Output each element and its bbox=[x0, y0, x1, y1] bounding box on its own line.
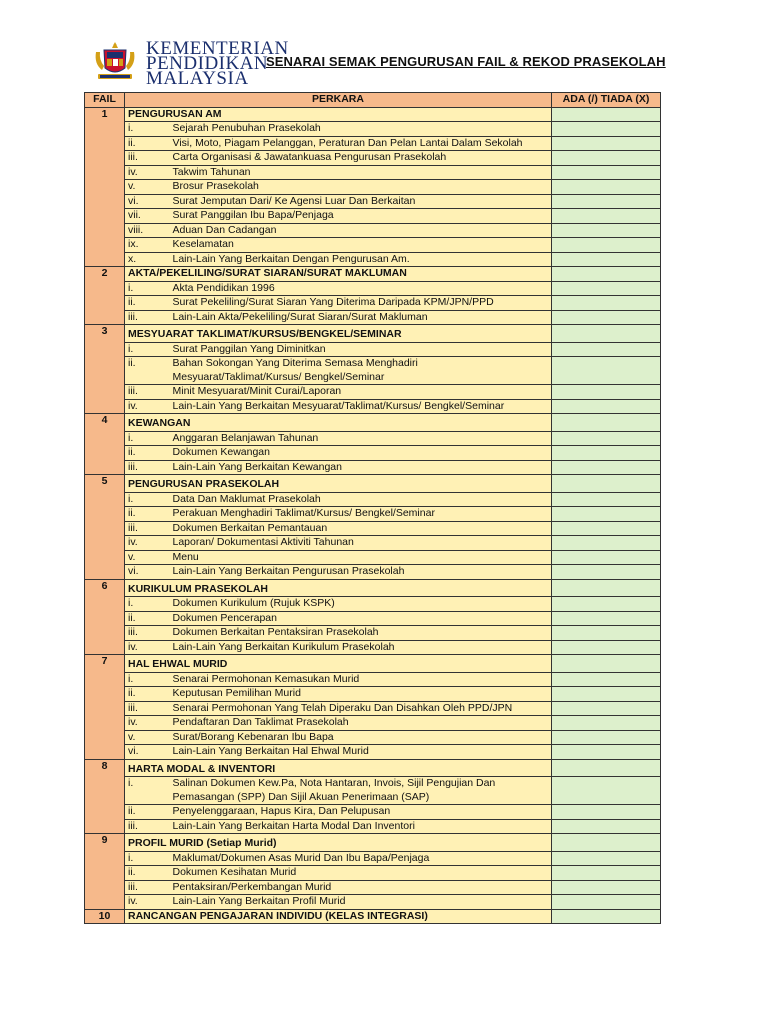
status-cell[interactable] bbox=[552, 399, 661, 414]
item-row bbox=[85, 880, 661, 895]
item-number: viii. bbox=[125, 223, 170, 238]
item-number: ii. bbox=[125, 687, 170, 702]
item-row bbox=[85, 296, 661, 311]
section-row bbox=[85, 909, 661, 924]
item-row bbox=[85, 136, 661, 151]
item-row bbox=[85, 209, 661, 224]
status-cell[interactable] bbox=[552, 611, 661, 626]
status-cell[interactable] bbox=[552, 819, 661, 834]
item-row bbox=[85, 180, 661, 195]
item-row bbox=[85, 194, 661, 209]
item-text: Keputusan Pemilihan Murid bbox=[170, 687, 552, 702]
status-cell[interactable] bbox=[552, 655, 661, 673]
section-row bbox=[85, 325, 661, 343]
item-number: ii. bbox=[125, 805, 170, 820]
item-text: Lain-Lain Akta/Pekeliling/Surat Siaran/Surat Makluman bbox=[170, 310, 552, 325]
item-text: Takwim Tahunan bbox=[170, 165, 552, 180]
item-text: Dokumen Kewangan bbox=[170, 446, 552, 461]
item-row bbox=[85, 550, 661, 565]
item-number: iii. bbox=[125, 626, 170, 641]
status-cell[interactable] bbox=[552, 252, 661, 267]
item-text: Dokumen Pencerapan bbox=[170, 611, 552, 626]
item-text: Salinan Dokumen Kew.Pa, Nota Hantaran, Invois, Sijil Pengujian Dan Pemasangan (SPP) Dan Sijil Akuan Penerimaan (SAP) bbox=[170, 777, 552, 805]
item-row bbox=[85, 431, 661, 446]
item-number: v. bbox=[125, 550, 170, 565]
item-number: ii. bbox=[125, 446, 170, 461]
status-cell[interactable] bbox=[552, 296, 661, 311]
section-row bbox=[85, 267, 661, 282]
checklist-table bbox=[84, 92, 661, 924]
status-cell[interactable] bbox=[552, 834, 661, 852]
item-number: iv. bbox=[125, 399, 170, 414]
item-text: Keselamatan bbox=[170, 238, 552, 253]
item-row bbox=[85, 851, 661, 866]
status-cell[interactable] bbox=[552, 223, 661, 238]
fail-number: 6 bbox=[85, 579, 125, 655]
item-text: Surat Jemputan Dari/ Ke Agensi Luar Dan Berkaitan bbox=[170, 194, 552, 209]
item-text: Brosur Prasekolah bbox=[170, 180, 552, 195]
status-cell[interactable] bbox=[552, 597, 661, 612]
item-row bbox=[85, 895, 661, 910]
status-cell[interactable] bbox=[552, 194, 661, 209]
item-row bbox=[85, 521, 661, 536]
status-cell[interactable] bbox=[552, 492, 661, 507]
item-row bbox=[85, 492, 661, 507]
section-title: PENGURUSAN PRASEKOLAH bbox=[125, 475, 552, 493]
item-number: ii. bbox=[125, 136, 170, 151]
status-cell[interactable] bbox=[552, 640, 661, 655]
item-row bbox=[85, 342, 661, 357]
fail-number: 4 bbox=[85, 414, 125, 475]
status-cell[interactable] bbox=[552, 579, 661, 597]
status-cell[interactable] bbox=[552, 475, 661, 493]
item-number: i. bbox=[125, 342, 170, 357]
item-row bbox=[85, 716, 661, 731]
item-text: Senarai Permohonan Yang Telah Diperaku Dan Disahkan Oleh PPD/JPN bbox=[170, 701, 552, 716]
section-row bbox=[85, 475, 661, 493]
status-cell[interactable] bbox=[552, 414, 661, 432]
table-header-row bbox=[85, 93, 661, 108]
status-cell[interactable] bbox=[552, 909, 661, 924]
item-row bbox=[85, 640, 661, 655]
item-text: Lain-Lain Yang Berkaitan Profil Murid bbox=[170, 895, 552, 910]
item-number: i. bbox=[125, 492, 170, 507]
item-row bbox=[85, 252, 661, 267]
item-row bbox=[85, 687, 661, 702]
status-cell[interactable] bbox=[552, 745, 661, 760]
item-row bbox=[85, 357, 661, 385]
ministry-line-3: MALAYSIA bbox=[146, 68, 249, 89]
status-cell[interactable] bbox=[552, 701, 661, 716]
section-title: RANCANGAN PENGAJARAN INDIVIDU (KELAS INTEGRASI) bbox=[125, 909, 552, 924]
item-text: Perakuan Menghadiri Taklimat/Kursus/ Bengkel/Seminar bbox=[170, 507, 552, 522]
item-number: iv. bbox=[125, 165, 170, 180]
status-cell[interactable] bbox=[552, 460, 661, 475]
item-text: Lain-Lain Yang Berkaitan Kurikulum Prasekolah bbox=[170, 640, 552, 655]
item-text: Dokumen Berkaitan Pentaksiran Prasekolah bbox=[170, 626, 552, 641]
item-row bbox=[85, 745, 661, 760]
item-number: ii. bbox=[125, 507, 170, 522]
status-cell[interactable] bbox=[552, 672, 661, 687]
document-header bbox=[90, 40, 670, 88]
item-number: i. bbox=[125, 281, 170, 296]
item-number: iii. bbox=[125, 385, 170, 400]
item-number: iii. bbox=[125, 151, 170, 166]
item-number: iv. bbox=[125, 716, 170, 731]
item-row bbox=[85, 165, 661, 180]
item-text: Lain-Lain Yang Berkaitan Pengurusan Prasekolah bbox=[170, 565, 552, 580]
item-text: Surat Panggilan Yang Diminitkan bbox=[170, 342, 552, 357]
section-title: HAL EHWAL MURID bbox=[125, 655, 552, 673]
status-cell[interactable] bbox=[552, 267, 661, 282]
item-text: Maklumat/Dokumen Asas Murid Dan Ibu Bapa/Penjaga bbox=[170, 851, 552, 866]
status-cell[interactable] bbox=[552, 107, 661, 122]
item-number: vi. bbox=[125, 745, 170, 760]
item-number: iii. bbox=[125, 310, 170, 325]
section-title: MESYUARAT TAKLIMAT/KURSUS/BENGKEL/SEMINAR bbox=[125, 325, 552, 343]
status-cell[interactable] bbox=[552, 122, 661, 137]
item-row bbox=[85, 611, 661, 626]
fail-number: 3 bbox=[85, 325, 125, 414]
section-title: KURIKULUM PRASEKOLAH bbox=[125, 579, 552, 597]
status-cell[interactable] bbox=[552, 136, 661, 151]
item-text: Laporan/ Dokumentasi Aktiviti Tahunan bbox=[170, 536, 552, 551]
item-number: iii. bbox=[125, 701, 170, 716]
item-text: Minit Mesyuarat/Minit Curai/Laporan bbox=[170, 385, 552, 400]
item-text: Dokumen Kurikulum (Rujuk KSPK) bbox=[170, 597, 552, 612]
item-row bbox=[85, 701, 661, 716]
ministry-line-1: KEMENTERIAN bbox=[146, 38, 289, 59]
fail-number: 1 bbox=[85, 107, 125, 267]
item-row bbox=[85, 777, 661, 805]
fail-number: 8 bbox=[85, 759, 125, 834]
item-number: ii. bbox=[125, 296, 170, 311]
item-text: Lain-Lain Yang Berkaitan Mesyuarat/Taklimat/Kursus/ Bengkel/Seminar bbox=[170, 399, 552, 414]
fail-number: 7 bbox=[85, 655, 125, 760]
status-cell[interactable] bbox=[552, 165, 661, 180]
status-cell[interactable] bbox=[552, 687, 661, 702]
status-cell[interactable] bbox=[552, 626, 661, 641]
item-row bbox=[85, 151, 661, 166]
item-text: Dokumen Kesihatan Murid bbox=[170, 866, 552, 881]
item-row bbox=[85, 281, 661, 296]
item-row bbox=[85, 805, 661, 820]
status-cell[interactable] bbox=[552, 536, 661, 551]
section-row bbox=[85, 759, 661, 777]
status-cell[interactable] bbox=[552, 521, 661, 536]
item-text: Akta Pendidikan 1996 bbox=[170, 281, 552, 296]
item-row bbox=[85, 626, 661, 641]
item-text: Bahan Sokongan Yang Diterima Semasa Menghadiri Mesyuarat/Taklimat/Kursus/ Bengkel/Seminar bbox=[170, 357, 552, 385]
item-text: Data Dan Maklumat Prasekolah bbox=[170, 492, 552, 507]
section-title: PENGURUSAN AM bbox=[125, 107, 552, 122]
item-number: i. bbox=[125, 122, 170, 137]
status-cell[interactable] bbox=[552, 446, 661, 461]
section-title: KEWANGAN bbox=[125, 414, 552, 432]
item-row bbox=[85, 672, 661, 687]
item-text: Menu bbox=[170, 550, 552, 565]
item-number: i. bbox=[125, 597, 170, 612]
item-text: Penyelenggaraan, Hapus Kira, Dan Pelupusan bbox=[170, 805, 552, 820]
status-cell[interactable] bbox=[552, 180, 661, 195]
item-text: Sejarah Penubuhan Prasekolah bbox=[170, 122, 552, 137]
section-row bbox=[85, 579, 661, 597]
status-cell[interactable] bbox=[552, 357, 661, 385]
item-text: Surat/Borang Kebenaran Ibu Bapa bbox=[170, 730, 552, 745]
item-number: vi. bbox=[125, 565, 170, 580]
header-status: ADA (/) TIADA (X) bbox=[552, 93, 661, 108]
item-row bbox=[85, 399, 661, 414]
item-text: Surat Panggilan Ibu Bapa/Penjaga bbox=[170, 209, 552, 224]
item-row bbox=[85, 460, 661, 475]
status-cell[interactable] bbox=[552, 759, 661, 777]
item-row bbox=[85, 238, 661, 253]
item-number: iii. bbox=[125, 521, 170, 536]
status-cell[interactable] bbox=[552, 431, 661, 446]
item-row bbox=[85, 385, 661, 400]
item-text: Anggaran Belanjawan Tahunan bbox=[170, 431, 552, 446]
section-row bbox=[85, 834, 661, 852]
status-cell[interactable] bbox=[552, 895, 661, 910]
item-text: Lain-Lain Yang Berkaitan Dengan Pengurusan Am. bbox=[170, 252, 552, 267]
item-number: vii. bbox=[125, 209, 170, 224]
item-text: Dokumen Berkaitan Pemantauan bbox=[170, 521, 552, 536]
status-cell[interactable] bbox=[552, 866, 661, 881]
status-cell[interactable] bbox=[552, 342, 661, 357]
status-cell[interactable] bbox=[552, 310, 661, 325]
item-number: ii. bbox=[125, 866, 170, 881]
status-cell[interactable] bbox=[552, 151, 661, 166]
item-number: iv. bbox=[125, 640, 170, 655]
section-title: PROFIL MURID (Setiap Murid) bbox=[125, 834, 552, 852]
item-row bbox=[85, 122, 661, 137]
status-cell[interactable] bbox=[552, 385, 661, 400]
fail-number: 2 bbox=[85, 267, 125, 325]
document-title: SENARAI SEMAK PENGURUSAN FAIL & REKOD PRASEKOLAH bbox=[266, 54, 666, 69]
item-number: iii. bbox=[125, 880, 170, 895]
fail-number: 9 bbox=[85, 834, 125, 910]
status-cell[interactable] bbox=[552, 730, 661, 745]
item-row bbox=[85, 730, 661, 745]
item-number: ii. bbox=[125, 357, 170, 385]
status-cell[interactable] bbox=[552, 238, 661, 253]
section-row bbox=[85, 414, 661, 432]
item-text: Pendaftaran Dan Taklimat Prasekolah bbox=[170, 716, 552, 731]
item-row bbox=[85, 819, 661, 834]
item-row bbox=[85, 446, 661, 461]
item-row bbox=[85, 507, 661, 522]
item-number: v. bbox=[125, 730, 170, 745]
item-row bbox=[85, 310, 661, 325]
section-title: HARTA MODAL & INVENTORI bbox=[125, 759, 552, 777]
status-cell[interactable] bbox=[552, 565, 661, 580]
item-text: Lain-Lain Yang Berkaitan Hal Ehwal Murid bbox=[170, 745, 552, 760]
item-number: vi. bbox=[125, 194, 170, 209]
item-text: Pentaksiran/Perkembangan Murid bbox=[170, 880, 552, 895]
item-number: iv. bbox=[125, 536, 170, 551]
item-number: v. bbox=[125, 180, 170, 195]
item-row bbox=[85, 565, 661, 580]
status-cell[interactable] bbox=[552, 851, 661, 866]
item-number: ix. bbox=[125, 238, 170, 253]
item-number: iii. bbox=[125, 460, 170, 475]
item-text: Aduan Dan Cadangan bbox=[170, 223, 552, 238]
item-number: i. bbox=[125, 672, 170, 687]
item-text: Surat Pekeliling/Surat Siaran Yang Diterima Daripada KPM/JPN/PPD bbox=[170, 296, 552, 311]
item-row bbox=[85, 223, 661, 238]
item-row bbox=[85, 536, 661, 551]
section-row bbox=[85, 107, 661, 122]
section-row bbox=[85, 655, 661, 673]
status-cell[interactable] bbox=[552, 777, 661, 805]
status-cell[interactable] bbox=[552, 880, 661, 895]
item-number: i. bbox=[125, 777, 170, 805]
status-cell[interactable] bbox=[552, 716, 661, 731]
item-row bbox=[85, 866, 661, 881]
header-fail: FAIL bbox=[85, 93, 125, 108]
status-cell[interactable] bbox=[552, 550, 661, 565]
status-cell[interactable] bbox=[552, 281, 661, 296]
item-number: x. bbox=[125, 252, 170, 267]
header-perkara: PERKARA bbox=[125, 93, 552, 108]
item-number: iv. bbox=[125, 895, 170, 910]
status-cell[interactable] bbox=[552, 209, 661, 224]
item-text: Senarai Permohonan Kemasukan Murid bbox=[170, 672, 552, 687]
status-cell[interactable] bbox=[552, 507, 661, 522]
malaysia-coat-of-arms-icon bbox=[90, 40, 140, 84]
status-cell[interactable] bbox=[552, 805, 661, 820]
status-cell[interactable] bbox=[552, 325, 661, 343]
section-title: AKTA/PEKELILING/SURAT SIARAN/SURAT MAKLUMAN bbox=[125, 267, 552, 282]
item-text: Lain-Lain Yang Berkaitan Harta Modal Dan Inventori bbox=[170, 819, 552, 834]
item-number: i. bbox=[125, 851, 170, 866]
fail-number: 10 bbox=[85, 909, 125, 924]
item-text: Carta Organisasi & Jawatankuasa Pengurusan Prasekolah bbox=[170, 151, 552, 166]
item-text: Lain-Lain Yang Berkaitan Kewangan bbox=[170, 460, 552, 475]
ministry-line-2: PENDIDIKAN bbox=[146, 53, 269, 74]
fail-number: 5 bbox=[85, 475, 125, 580]
item-row bbox=[85, 597, 661, 612]
item-number: i. bbox=[125, 431, 170, 446]
item-number: iii. bbox=[125, 819, 170, 834]
item-text: Visi, Moto, Piagam Pelanggan, Peraturan Dan Pelan Lantai Dalam Sekolah bbox=[170, 136, 552, 151]
item-number: ii. bbox=[125, 611, 170, 626]
